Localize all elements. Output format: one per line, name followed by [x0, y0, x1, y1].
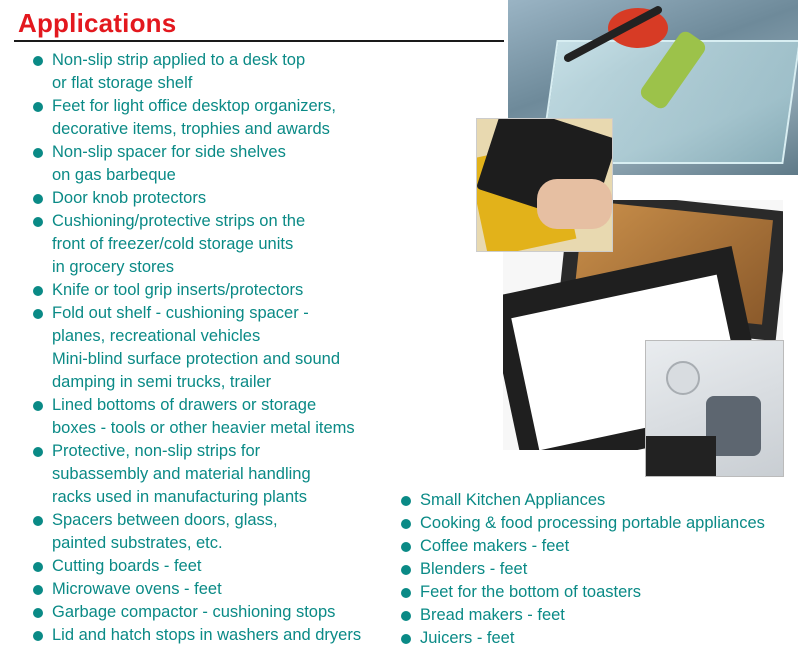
list-item — [30, 509, 361, 555]
list-item-text: Small Kitchen Appliances — [420, 491, 606, 509]
list-item — [398, 627, 765, 650]
list-item-text: Feet for the bottom of toasters — [420, 583, 642, 601]
list-item — [398, 558, 765, 581]
list-item — [30, 302, 361, 394]
list-item-text: in grocery stores — [52, 258, 174, 276]
list-item-text: Cooking & food processing portable appliances — [420, 514, 765, 532]
kitchen-appliance-photo — [645, 340, 784, 477]
list-item-text: Mini-blind surface protection and sound — [52, 350, 341, 368]
list-item — [30, 279, 361, 302]
list-item — [30, 578, 361, 601]
applications-list — [30, 49, 361, 647]
list-item-text: subassembly and material handling — [52, 465, 311, 483]
list-item-text: on gas barbeque — [52, 166, 176, 184]
list-item-text: Door knob protectors — [52, 189, 207, 207]
list-item-text: Lid and hatch stops in washers and dryers — [52, 626, 362, 644]
list-item-text: front of freezer/cold storage units — [52, 235, 294, 253]
title-divider — [14, 40, 504, 42]
list-item — [30, 210, 361, 279]
page-title: Applications — [18, 8, 177, 38]
list-item — [398, 512, 765, 535]
list-item-text: Bread makers - feet — [420, 606, 565, 624]
list-item-text: damping in semi trucks, trailer — [52, 373, 272, 391]
list-item-text: Coffee makers - feet — [420, 537, 570, 555]
adhesive-pad-photo — [476, 118, 613, 252]
list-item — [30, 624, 361, 647]
list-item-text: racks used in manufacturing plants — [52, 488, 307, 506]
list-item — [30, 95, 361, 141]
list-item — [30, 555, 361, 578]
list-item-text: Lined bottoms of drawers or storage — [52, 396, 317, 414]
list-item-text: Feet for light office desktop organizers, — [52, 97, 337, 115]
list-item — [30, 601, 361, 624]
list-item-text: boxes - tools or other heavier metal items — [52, 419, 355, 437]
list-item-text: Spacers between doors, glass, — [52, 511, 278, 529]
list-item — [398, 535, 765, 558]
list-item-text: Garbage compactor - cushioning stops — [52, 603, 336, 621]
list-item-text: Blenders - feet — [420, 560, 528, 578]
list-item-text: Non-slip spacer for side shelves — [52, 143, 286, 161]
list-item — [30, 394, 361, 440]
list-item-text: Juicers - feet — [420, 629, 515, 647]
list-item-text: Cushioning/protective strips on the — [52, 212, 306, 230]
list-item-text: Non-slip strip applied to a desk top — [52, 51, 306, 69]
list-item — [30, 141, 361, 187]
list-item — [30, 187, 361, 210]
list-item — [398, 581, 765, 604]
list-item-text: Fold out shelf - cushioning spacer - — [52, 304, 309, 322]
list-item-text: Protective, non-slip strips for — [52, 442, 261, 460]
list-item-text: decorative items, trophies and awards — [52, 120, 330, 138]
list-item-text: painted substrates, etc. — [52, 534, 223, 552]
list-item-text: Knife or tool grip inserts/protectors — [52, 281, 304, 299]
list-item — [30, 49, 361, 95]
list-item-text: planes, recreational vehicles — [52, 327, 261, 345]
list-item-text: Cutting boards - feet — [52, 557, 202, 575]
list-item-text: Microwave ovens - feet — [52, 580, 222, 598]
appliance-applications-list — [398, 489, 765, 650]
list-item-text: or flat storage shelf — [52, 74, 193, 92]
list-item — [30, 440, 361, 509]
list-item — [398, 604, 765, 627]
list-item — [398, 489, 765, 512]
